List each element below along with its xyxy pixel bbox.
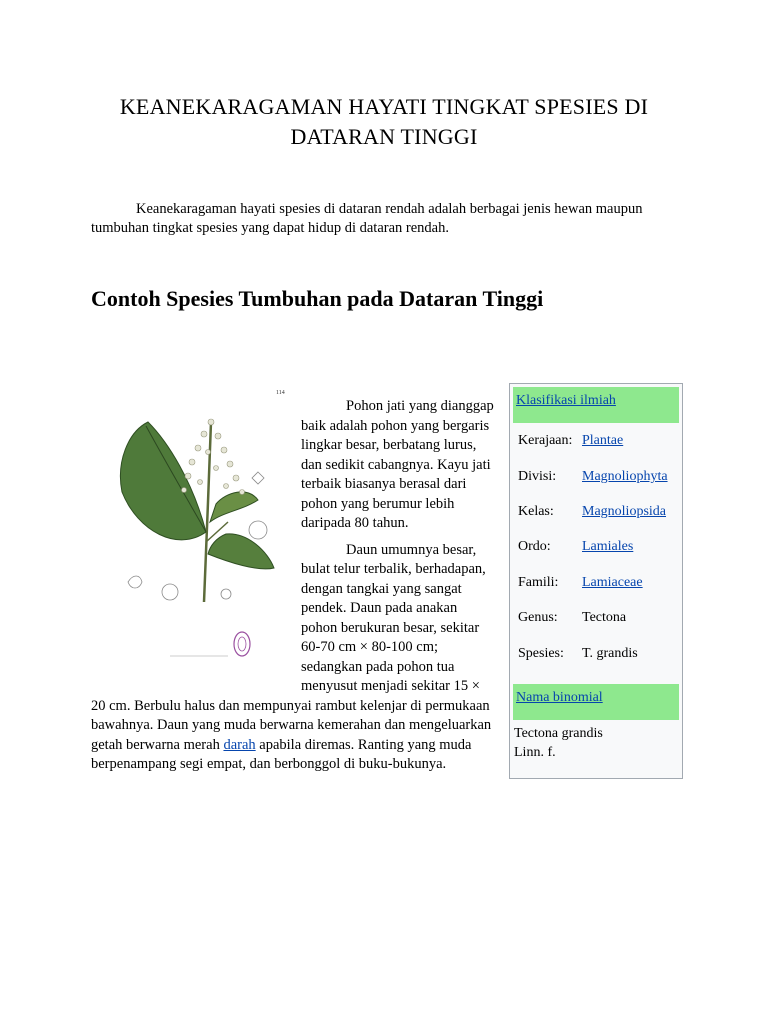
infobox-row-label: Spesies:	[518, 646, 564, 661]
infobox-row-value[interactable]: Magnoliophyta	[582, 469, 668, 484]
paragraph-2: Daun umumnya besar, bulat telur terbalik, berhadapan, dengan tangkai yang sangat pendek. Daun pada anakan pohon berukuran besar, sekitar 60-70 cm × 80-100 cm; sedangkan pada pohon tua menyusut menjadi sekitar 15 × 20 cm. Berbulu halus dan mempunyai rambut kelenjar di permukaan bawahnya. Daun yang muda berwarna kemerahan dan mengeluarkan getah berwarna merah darah apabila diremas. Ranting yang muda berpenampang segi empat, dan berbonggol di buku-bukunya.	[91, 541, 492, 772]
infobox-row-value[interactable]: Magnoliopsida	[582, 504, 666, 519]
page-title	[60, 92, 708, 152]
article-body	[91, 397, 496, 775]
classification-header	[513, 387, 679, 423]
infobox-row-value[interactable]: Plantae	[582, 433, 624, 448]
binomial-header	[513, 684, 679, 720]
infobox-row	[518, 575, 643, 591]
infobox-row-label: Kerajaan:	[518, 433, 573, 448]
classification-link[interactable]: Klasifikasi ilmiah	[516, 393, 616, 408]
binomial-line-2: Linn. f.	[514, 745, 556, 760]
title-line-1: KEANEKARAGAMAN HAYATI TINGKAT SPESIES DI	[119, 94, 649, 119]
infobox-row	[518, 504, 666, 520]
darah-link[interactable]: darah	[223, 736, 256, 753]
section-heading: Contoh Spesies Tumbuhan pada Dataran Tinggi	[91, 286, 544, 311]
infobox-row	[518, 646, 638, 662]
paragraph-1: Pohon jati yang dianggap baik adalah pohon yang bergaris lingkar besar, berbatang lurus, dan sedikit cabangnya. Kayu jati terbaik biasanya berasal dari pohon yang berumur lebih daripada 80 tahun.	[301, 398, 494, 531]
intro-text: Keanekaragaman hayati spesies di dataran rendah adalah berbagai jenis hewan maupun tumbuhan tingkat spesies yang dapat hidup di dataran rendah.	[91, 201, 643, 236]
infobox-row-label: Famili:	[518, 575, 559, 590]
infobox-row-label: Genus:	[518, 610, 558, 625]
infobox-row-value[interactable]: Lamiaceae	[582, 575, 643, 590]
binomial-line-1: Tectona grandis	[514, 726, 603, 741]
infobox-row	[518, 433, 623, 449]
binomial-name	[514, 724, 603, 762]
infobox-row-value[interactable]: Lamiales	[582, 539, 634, 554]
infobox-row	[518, 539, 633, 555]
infobox-row-label: Divisi:	[518, 469, 557, 484]
binomial-link[interactable]: Nama binomial	[516, 690, 603, 705]
infobox-row	[518, 469, 668, 485]
infobox-row-label: Kelas:	[518, 504, 554, 519]
taxonomy-infobox	[509, 383, 683, 779]
title-line-2: DATARAN TINGGI	[290, 124, 478, 149]
plate-number: 114	[276, 390, 285, 396]
intro-paragraph	[91, 200, 681, 238]
infobox-row-value: Tectona	[582, 610, 627, 625]
infobox-row-label: Ordo:	[518, 539, 551, 554]
infobox-row-value: T. grandis	[582, 646, 638, 661]
infobox-row	[518, 610, 626, 626]
